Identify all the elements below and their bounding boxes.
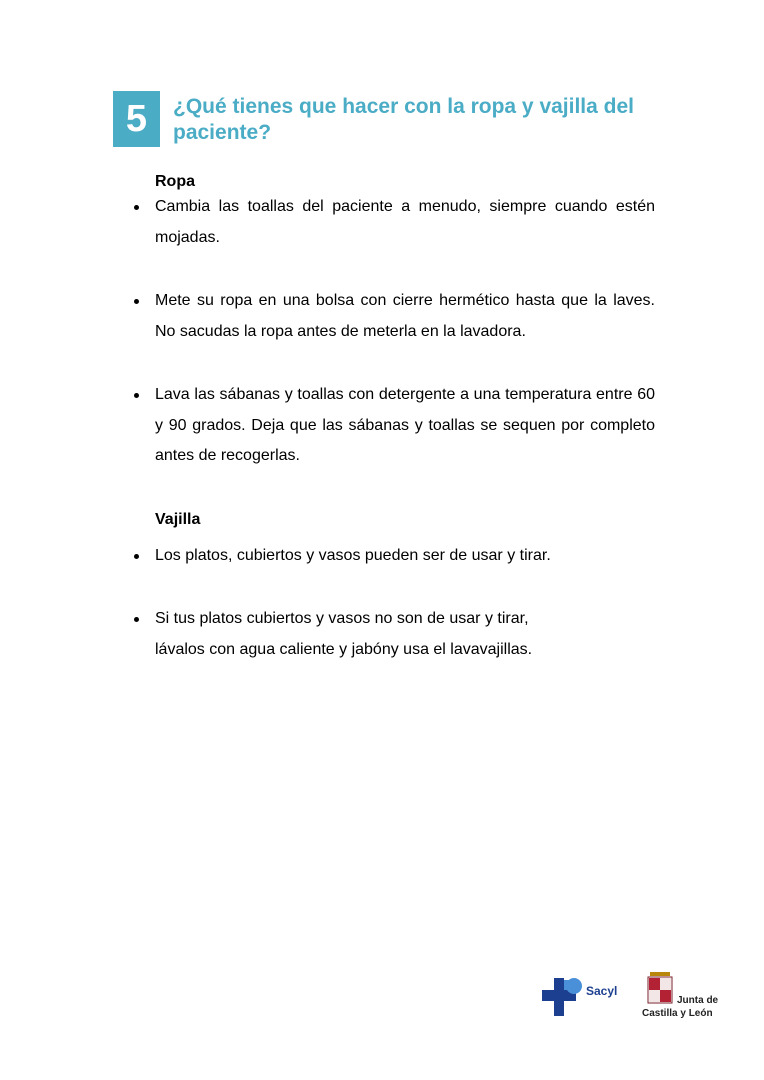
sacyl-logo bbox=[542, 978, 617, 1016]
vajilla-list bbox=[155, 541, 655, 572]
junta-text-2: Castilla y León bbox=[642, 1008, 713, 1019]
ropa-list-2 bbox=[155, 286, 655, 347]
ropa-heading: Ropa bbox=[155, 173, 195, 190]
vajilla-list-2 bbox=[155, 604, 655, 665]
list-item-line: lávalos con agua caliente y jabóny usa el lavavajillas. bbox=[155, 640, 533, 658]
ropa-list-3 bbox=[155, 380, 655, 472]
section-number-badge bbox=[113, 91, 160, 147]
sacyl-text: Sacyl bbox=[586, 984, 618, 998]
junta-logo bbox=[642, 972, 719, 1019]
list-item: Mete su ropa en una bolsa con cierre hermético hasta que la laves. No sacudas la ropa antes de meterla en la lavadora. bbox=[155, 286, 655, 347]
footer-logos bbox=[540, 968, 730, 1028]
section-title: ¿Qué tienes que hacer con la ropa y vajilla del paciente? bbox=[173, 95, 634, 144]
list-item-line: Si tus platos cubiertos y vasos no son de usar y tirar, bbox=[155, 610, 529, 627]
list-item: Los platos, cubiertos y vasos pueden ser de usar y tirar. bbox=[155, 541, 655, 572]
list-item bbox=[155, 604, 655, 665]
list-item: Lava las sábanas y toallas con detergente a una temperatura entre 60 y 90 grados. Deja que las sábanas y toallas se sequen por completo antes de recogerlas. bbox=[155, 380, 655, 472]
list-item: Cambia las toallas del paciente a menudo, siempre cuando estén mojadas. bbox=[155, 192, 655, 253]
junta-text-1: Junta de bbox=[677, 995, 719, 1006]
section-number: 5 bbox=[125, 97, 148, 140]
logos-svg bbox=[540, 968, 730, 1028]
ropa-list bbox=[155, 192, 655, 253]
vajilla-heading: Vajilla bbox=[155, 511, 201, 528]
